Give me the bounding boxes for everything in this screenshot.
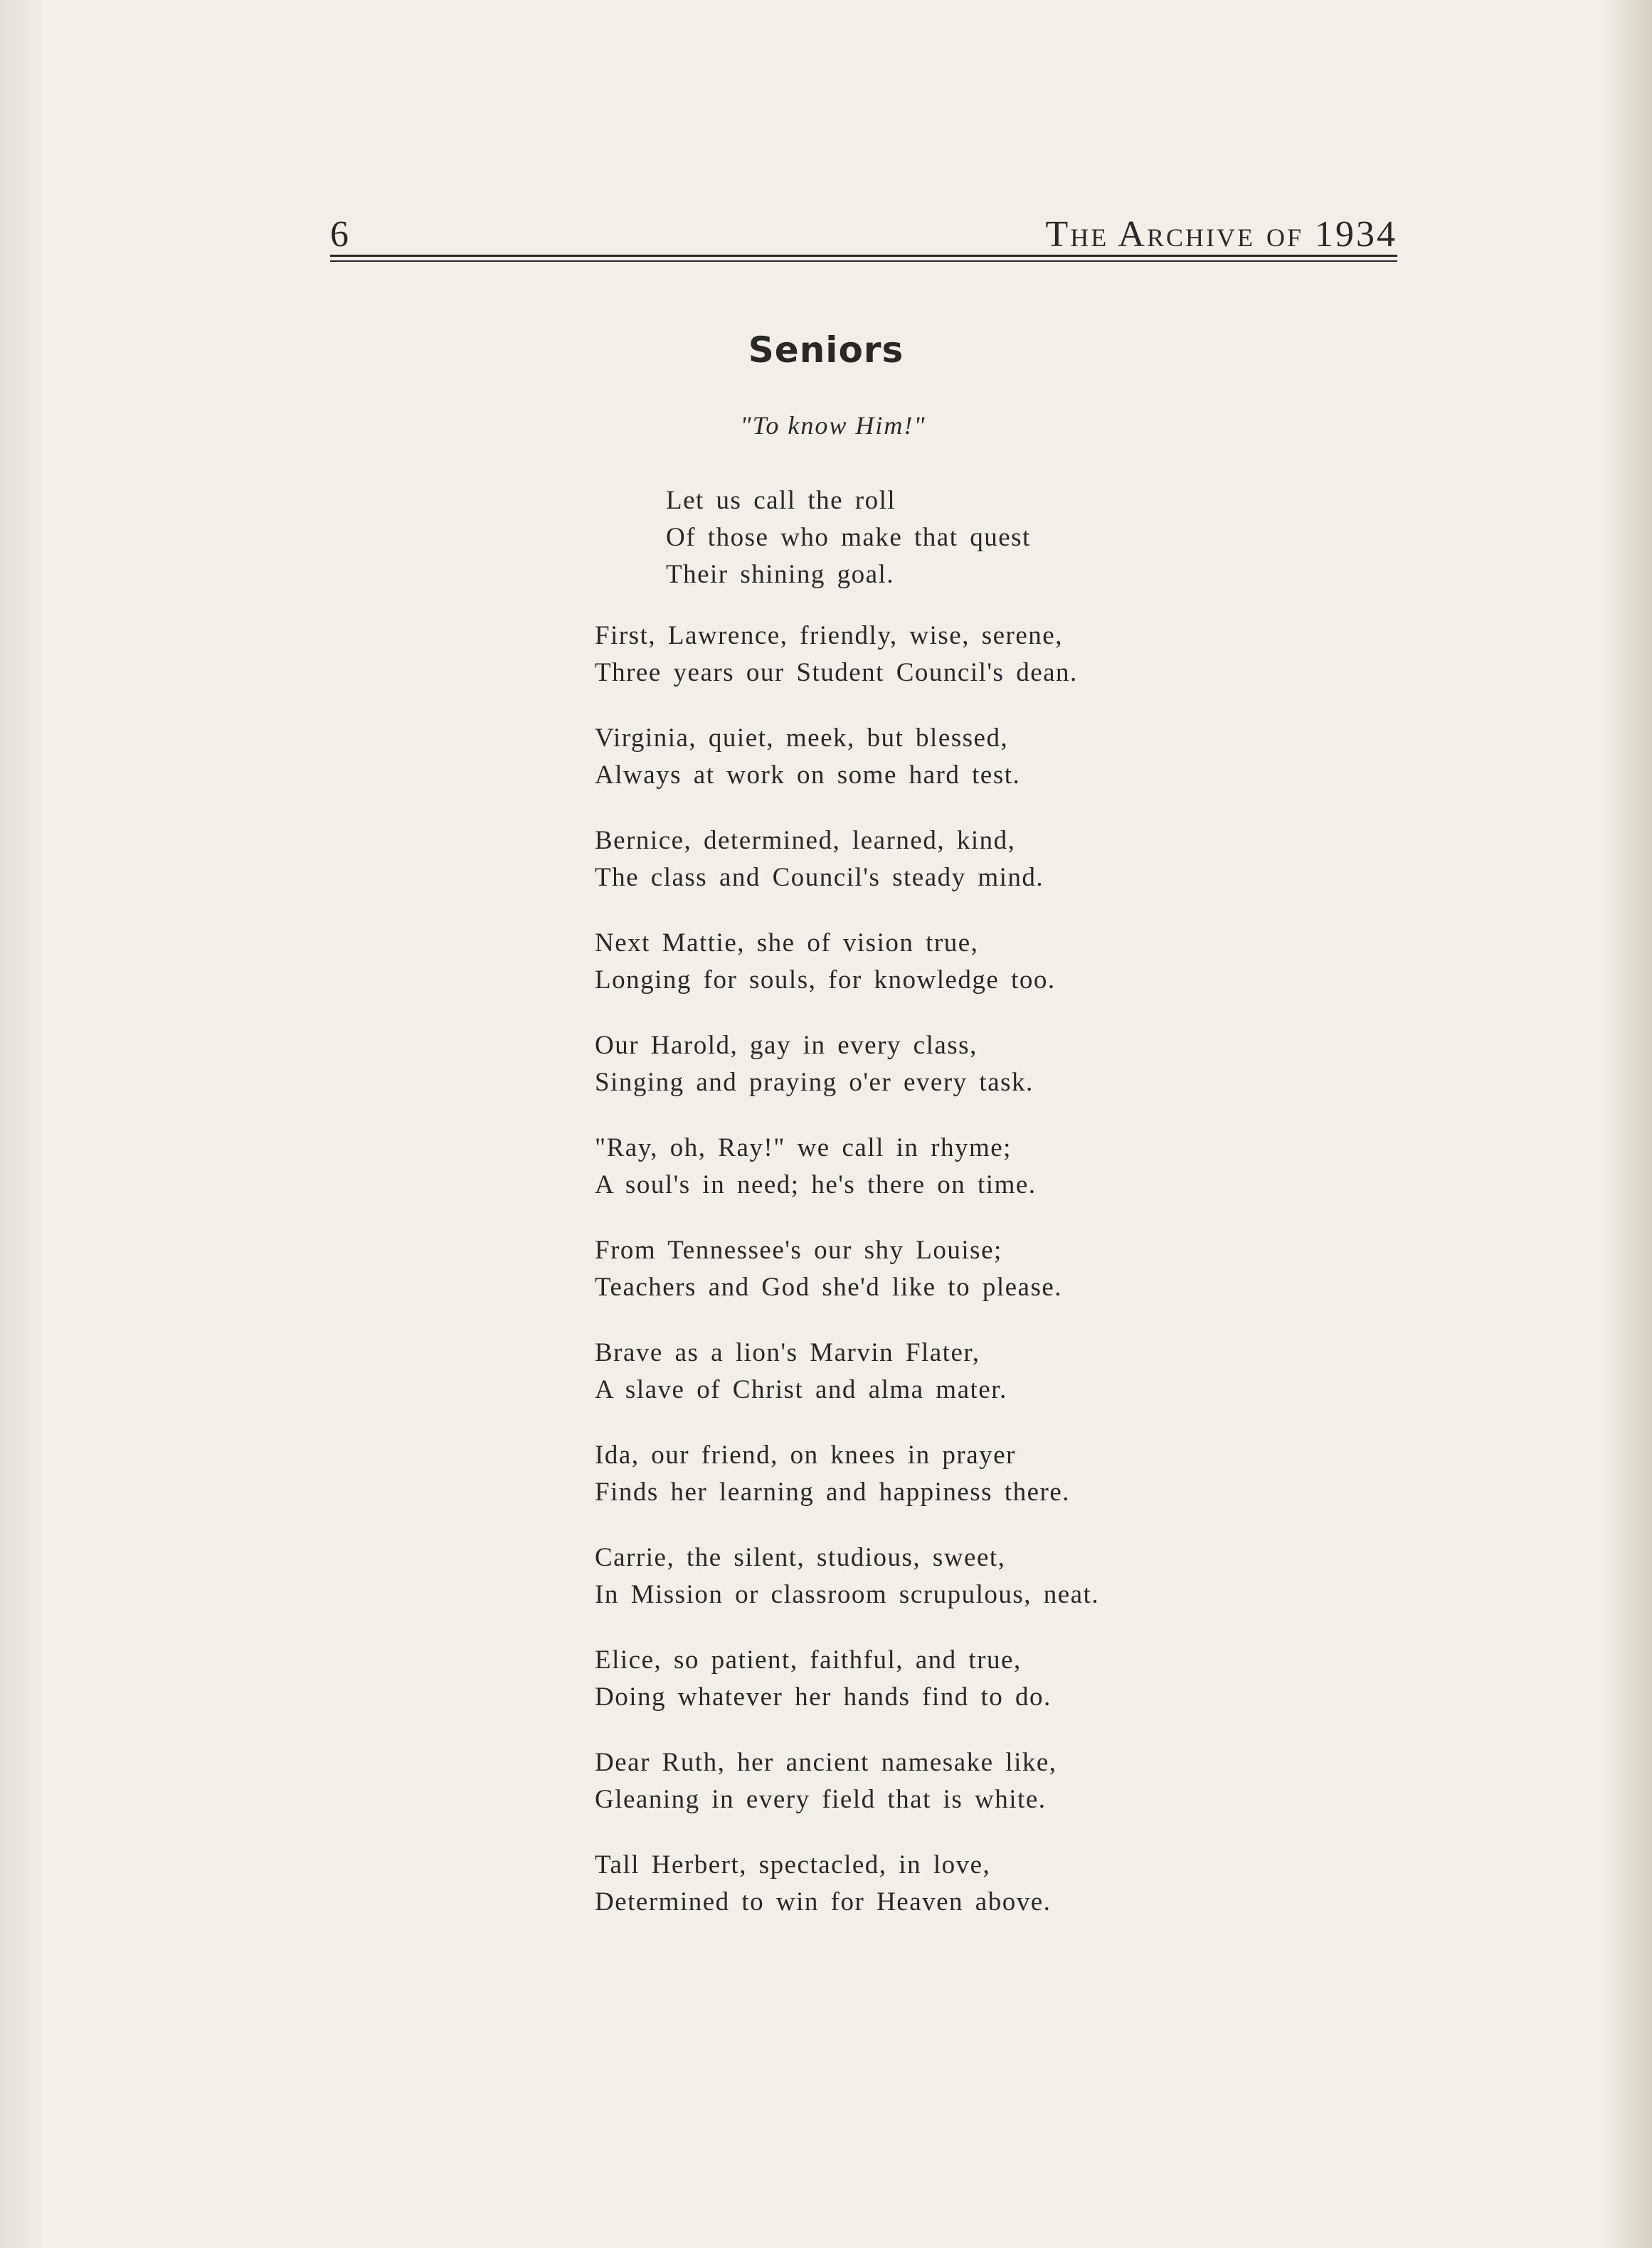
stanza	[595, 1335, 1099, 1437]
stanza-line: Always at work on some hard test.	[595, 760, 1021, 790]
stanza-line: Teachers and God she'd like to please.	[595, 1273, 1063, 1302]
stanza-line: Singing and praying o'er every task.	[595, 1068, 1034, 1097]
stanza	[595, 1232, 1099, 1335]
stanza	[595, 1027, 1099, 1130]
stanza-line: Three years our Student Council's dean.	[595, 658, 1078, 687]
stanza-line: Next Mattie, she of vision true,	[595, 928, 979, 958]
stanza-line: First, Lawrence, friendly, wise, serene,	[595, 621, 1063, 650]
stanza-line: In Mission or classroom scrupulous, neat.	[595, 1580, 1100, 1609]
running-head: The Archive of 1934	[1045, 214, 1397, 255]
stanza	[595, 1437, 1099, 1539]
poem-stanzas	[595, 617, 1099, 1949]
stanza	[595, 1847, 1099, 1949]
stanza	[595, 822, 1099, 925]
stanza-line: Longing for souls, for knowledge too.	[595, 965, 1056, 995]
intro-line: Of those who make that quest	[666, 523, 1031, 552]
stanza-line: Bernice, determined, learned, kind,	[595, 826, 1016, 855]
stanza-line: The class and Council's steady mind.	[595, 863, 1044, 892]
stanza-line: Brave as a lion's Marvin Flater,	[595, 1338, 980, 1367]
stanza	[595, 925, 1099, 1027]
stanza-line: Carrie, the silent, studious, sweet,	[595, 1543, 1006, 1572]
header-rule-thin	[330, 260, 1397, 262]
stanza-line: Determined to win for Heaven above.	[595, 1887, 1052, 1916]
stanza-line: Doing whatever her hands find to do.	[595, 1682, 1052, 1712]
stanza-line: A slave of Christ and alma mater.	[595, 1375, 1007, 1404]
stanza	[595, 1642, 1099, 1744]
stanza-line: Ida, our friend, on knees in prayer	[595, 1441, 1016, 1470]
stanza-line: Dear Ruth, her ancient namesake like,	[595, 1748, 1057, 1777]
stanza	[595, 720, 1099, 822]
poem-intro	[666, 482, 1031, 593]
stanza	[595, 1539, 1099, 1642]
stanza-line: Gleaning in every field that is white.	[595, 1785, 1047, 1814]
intro-line: Let us call the roll	[666, 486, 896, 515]
stanza-line: Tall Herbert, spectacled, in love,	[595, 1850, 991, 1879]
stanza-line: Finds her learning and happiness there.	[595, 1478, 1071, 1507]
stanza-line: From Tennessee's our shy Louise;	[595, 1236, 1002, 1265]
stanza-line: Elice, so patient, faithful, and true,	[595, 1645, 1022, 1675]
stanza	[595, 617, 1099, 720]
header-rule-thick	[330, 255, 1397, 257]
stanza-line: Our Harold, gay in every class,	[595, 1031, 978, 1060]
stanza-line: Virginia, quiet, meek, but blessed,	[595, 723, 1009, 753]
poem-title: Seniors	[748, 329, 904, 371]
stanza	[595, 1130, 1099, 1232]
page-number: 6	[330, 214, 349, 255]
poem-epigraph: "To know Him!"	[740, 411, 926, 440]
stanza-line: "Ray, oh, Ray!" we call in rhyme;	[595, 1133, 1012, 1162]
intro-line: Their shining goal.	[666, 560, 895, 589]
stanza	[595, 1744, 1099, 1847]
stanza-line: A soul's in need; he's there on time.	[595, 1170, 1037, 1199]
